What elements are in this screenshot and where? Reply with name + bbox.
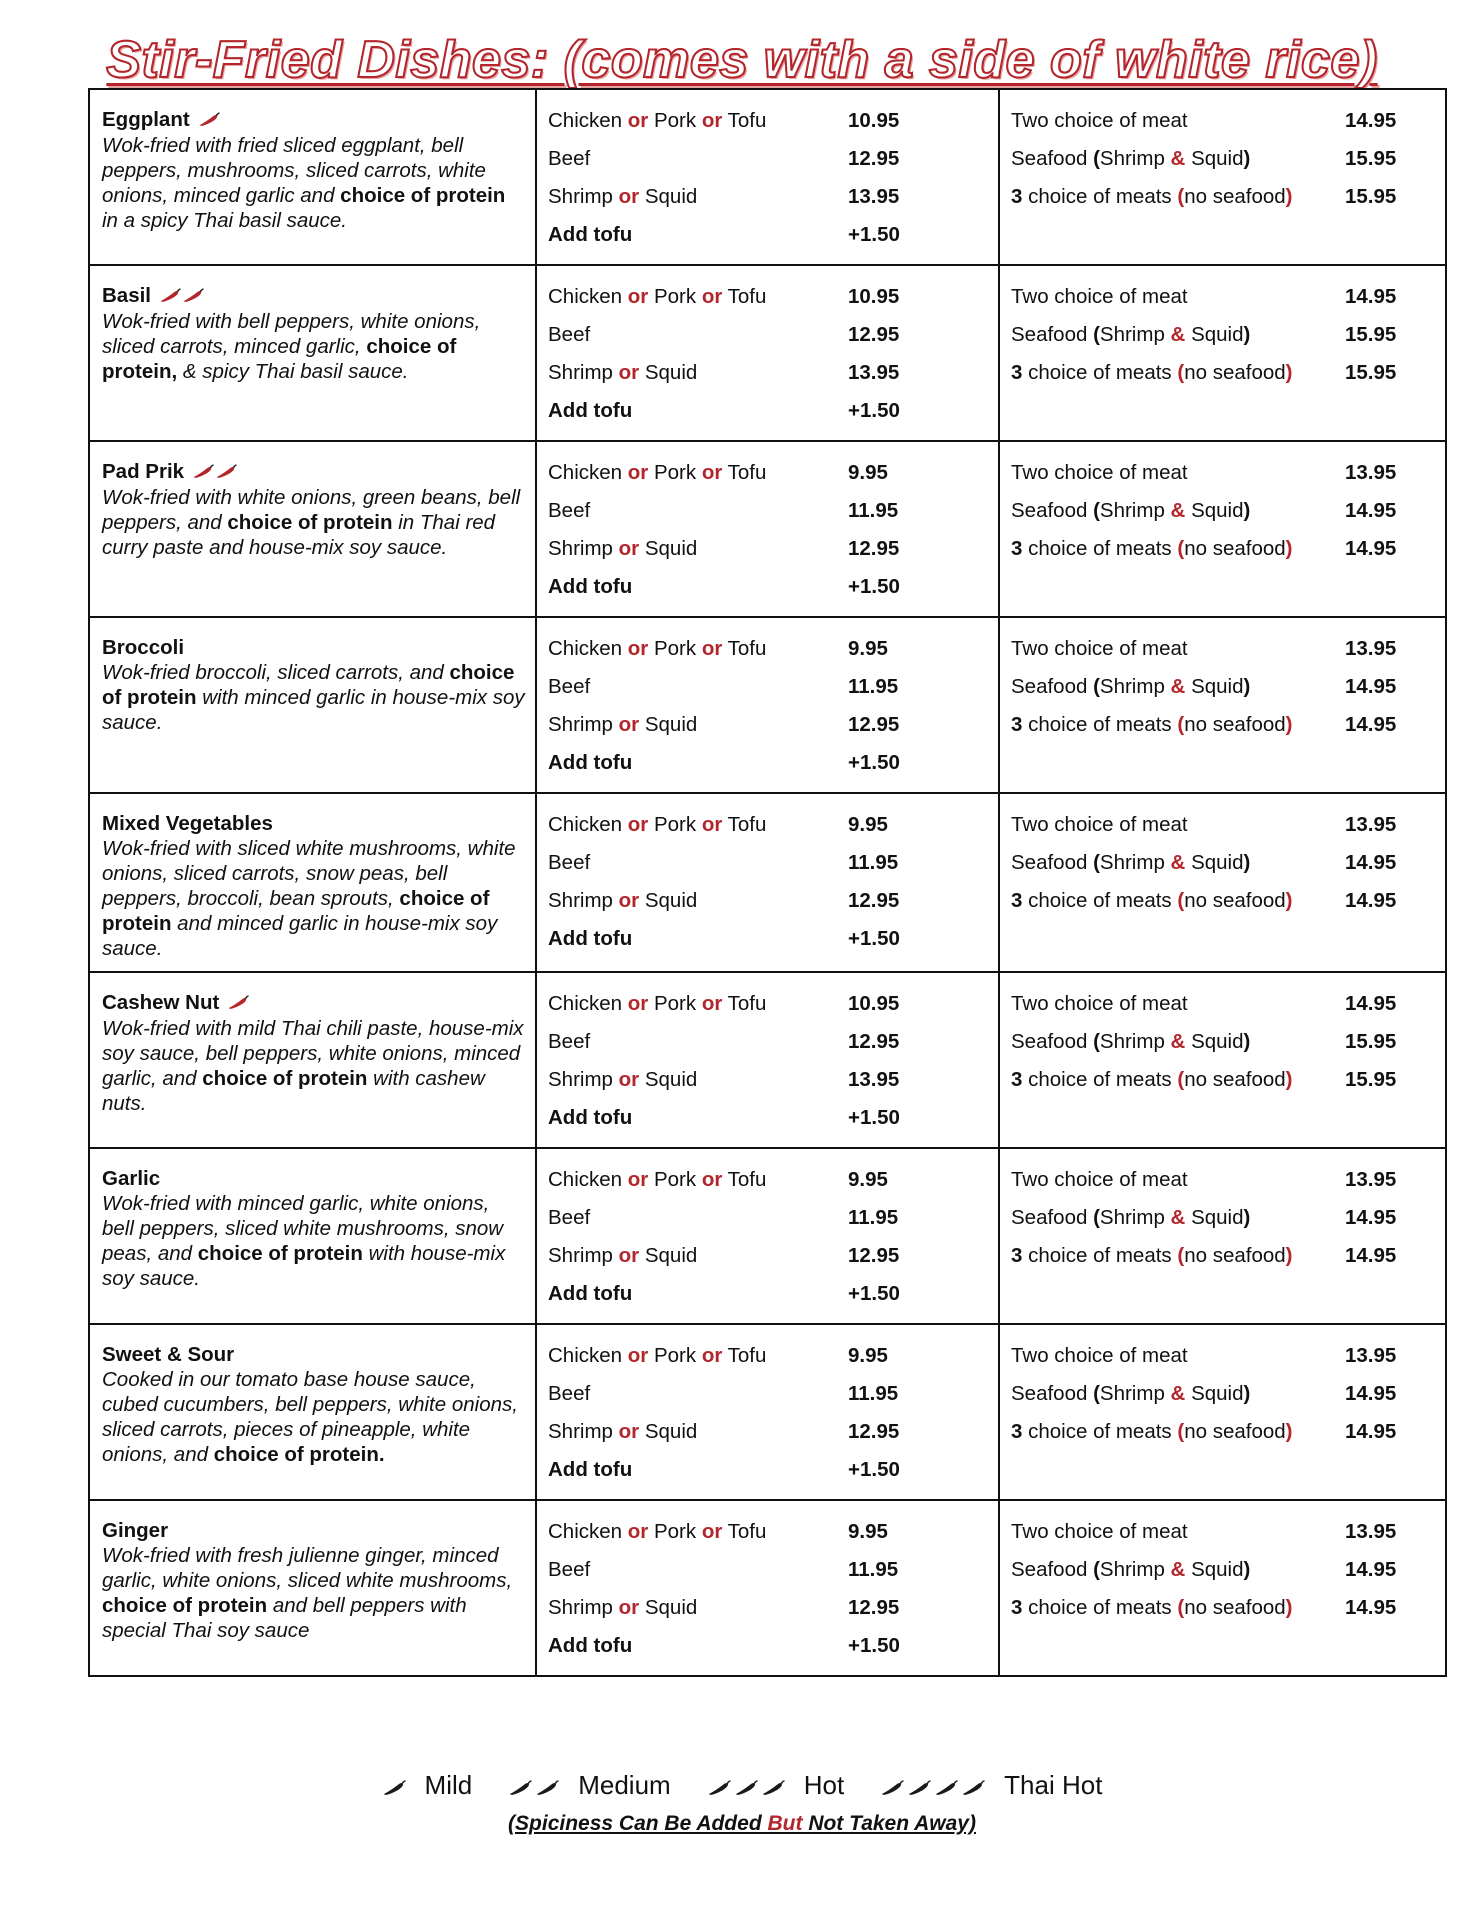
price-value: 13.95 (848, 185, 900, 208)
dish-description: Wok-fried with bell peppers, white onions, sliced carrots, minced garlic, choice of protein, & spicy Thai basil sauce. (102, 310, 481, 383)
price-row-beef: Beef 12.95 (548, 1023, 988, 1061)
price-row-seafood: Seafood (Shrimp & Squid) 14.95 (1011, 844, 1435, 882)
menu-row (89, 972, 1446, 1148)
price-row-chicken-pork-tofu: Chicken or Pork or Tofu 9.95 (548, 806, 988, 844)
price-value: 11.95 (848, 1382, 899, 1405)
dish-cell (89, 265, 536, 441)
price-value: 13.95 (1345, 637, 1397, 660)
price-value: 14.95 (1345, 851, 1397, 874)
price-row-add-tofu: Add tofu +1.50 (548, 392, 988, 430)
chili-pepper-icon (535, 1780, 559, 1796)
dish-description: Wok-fried broccoli, sliced carrots, and choice of protein with minced garlic in house-mix soy sauce. (102, 661, 525, 734)
price-row-seafood: Seafood (Shrimp & Squid) 14.95 (1011, 1199, 1435, 1237)
legend-label: Hot (803, 1770, 845, 1800)
price-value: 10.95 (848, 109, 900, 132)
dish-description: Wok-fried with fresh julienne ginger, minced garlic, white onions, sliced white mushrooms, choice of protein and bell peppers with special Thai soy sauce (102, 1544, 513, 1642)
chili-pepper-icon (761, 1780, 785, 1796)
price-value: 13.95 (1345, 461, 1397, 484)
price-value: 14.95 (1345, 889, 1397, 912)
price-row-add-tofu: Add tofu +1.50 (548, 920, 988, 958)
price-value: 12.95 (848, 1244, 900, 1267)
menu-table (88, 88, 1447, 1677)
price-row-beef: Beef 11.95 (548, 844, 988, 882)
single-protein-prices (536, 1324, 999, 1500)
price-value: 11.95 (848, 1558, 899, 1581)
price-row-shrimp-squid: Shrimp or Squid 13.95 (548, 354, 988, 392)
chili-pepper-icon (907, 1780, 931, 1796)
price-row-add-tofu: Add tofu +1.50 (548, 744, 988, 782)
price-row-chicken-pork-tofu: Chicken or Pork or Tofu 9.95 (548, 1513, 988, 1551)
dish-name: Ginger (102, 1519, 169, 1542)
price-value: 14.95 (1345, 1244, 1397, 1267)
menu-row (89, 1148, 1446, 1324)
price-value: 9.95 (848, 461, 888, 484)
dish-name: Eggplant (102, 108, 190, 131)
price-row-three-meats: 3 choice of meats (no seafood) 14.95 (1011, 1589, 1435, 1627)
price-row-two-meats: Two choice of meat 14.95 (1011, 102, 1435, 140)
price-row-three-meats: 3 choice of meats (no seafood) 14.95 (1011, 706, 1435, 744)
price-value: 13.95 (848, 1068, 900, 1091)
chili-pepper-icon (382, 1780, 406, 1796)
price-value: 14.95 (1345, 1206, 1397, 1229)
single-protein-prices (536, 972, 999, 1148)
price-value: 12.95 (848, 1596, 900, 1619)
chili-pepper-icon (961, 1780, 985, 1796)
dish-description: Cooked in our tomato base house sauce, cubed cucumbers, bell peppers, white onions, sliced carrots, pieces of pineapple, white onions, and choice of protein. (102, 1368, 518, 1466)
price-row-add-tofu: Add tofu +1.50 (548, 1627, 988, 1665)
price-value: +1.50 (848, 399, 900, 422)
price-value: 11.95 (848, 851, 899, 874)
legend-item (508, 1770, 670, 1801)
combo-prices (999, 441, 1446, 617)
price-row-two-meats: Two choice of meat 13.95 (1011, 806, 1435, 844)
price-row-two-meats: Two choice of meat 13.95 (1011, 630, 1435, 668)
chili-pepper-icon (707, 1780, 731, 1796)
price-value: 9.95 (848, 1344, 888, 1367)
chili-pepper-icon (215, 464, 237, 479)
price-value: 9.95 (848, 1168, 888, 1191)
price-value: 9.95 (848, 813, 888, 836)
price-value: 13.95 (1345, 1520, 1397, 1543)
price-row-shrimp-squid: Shrimp or Squid 12.95 (548, 1589, 988, 1627)
chili-pepper-icon (880, 1780, 904, 1796)
price-row-chicken-pork-tofu: Chicken or Pork or Tofu 9.95 (548, 1161, 988, 1199)
price-row-seafood: Seafood (Shrimp & Squid) 15.95 (1011, 140, 1435, 178)
price-row-shrimp-squid: Shrimp or Squid 13.95 (548, 178, 988, 216)
price-row-beef: Beef 11.95 (548, 1375, 988, 1413)
price-row-seafood: Seafood (Shrimp & Squid) 14.95 (1011, 1375, 1435, 1413)
price-row-add-tofu: Add tofu +1.50 (548, 1451, 988, 1489)
price-row-beef: Beef 12.95 (548, 316, 988, 354)
legend-item (880, 1770, 1102, 1801)
price-value: +1.50 (848, 1458, 900, 1481)
combo-prices (999, 1148, 1446, 1324)
price-value: 14.95 (1345, 1382, 1397, 1405)
price-value: 11.95 (848, 1206, 899, 1229)
single-protein-prices (536, 265, 999, 441)
combo-prices (999, 617, 1446, 793)
chili-pepper-icon (734, 1780, 758, 1796)
chili-pepper-icon (934, 1780, 958, 1796)
single-protein-prices (536, 89, 999, 265)
price-value: 12.95 (848, 1030, 900, 1053)
dish-cell (89, 793, 536, 972)
price-row-add-tofu: Add tofu +1.50 (548, 1275, 988, 1313)
price-value: 9.95 (848, 637, 888, 660)
price-row-add-tofu: Add tofu +1.50 (548, 1099, 988, 1137)
price-row-seafood: Seafood (Shrimp & Squid) 14.95 (1011, 668, 1435, 706)
combo-prices (999, 1500, 1446, 1676)
price-row-two-meats: Two choice of meat 14.95 (1011, 278, 1435, 316)
spice-legend (0, 1770, 1484, 1801)
price-row-chicken-pork-tofu: Chicken or Pork or Tofu 10.95 (548, 985, 988, 1023)
price-row-three-meats: 3 choice of meats (no seafood) 15.95 (1011, 1061, 1435, 1099)
price-value: 14.95 (1345, 1420, 1397, 1443)
dish-name: Sweet & Sour (102, 1343, 235, 1366)
dish-description: Wok-fried with fried sliced eggplant, bell peppers, mushrooms, sliced carrots, white onions, minced garlic and choice of protein in a spicy Thai basil sauce. (102, 134, 506, 232)
chili-pepper-icon (182, 288, 204, 303)
legend-item (382, 1770, 473, 1801)
price-row-seafood: Seafood (Shrimp & Squid) 14.95 (1011, 492, 1435, 530)
price-row-seafood: Seafood (Shrimp & Squid) 15.95 (1011, 1023, 1435, 1061)
price-row-chicken-pork-tofu: Chicken or Pork or Tofu 10.95 (548, 102, 988, 140)
price-row-beef: Beef 11.95 (548, 492, 988, 530)
price-value: 15.95 (1345, 1030, 1397, 1053)
price-value: 14.95 (1345, 109, 1397, 132)
dish-cell (89, 1500, 536, 1676)
price-value: 14.95 (1345, 499, 1397, 522)
combo-prices (999, 972, 1446, 1148)
price-row-three-meats: 3 choice of meats (no seafood) 15.95 (1011, 354, 1435, 392)
chili-pepper-icon (198, 112, 220, 127)
single-protein-prices (536, 793, 999, 972)
dish-description: Wok-fried with minced garlic, white onions, bell peppers, sliced white mushrooms, snow peas, and choice of protein with house-mix soy sauce. (102, 1192, 506, 1290)
price-row-two-meats: Two choice of meat 13.95 (1011, 454, 1435, 492)
price-row-beef: Beef 12.95 (548, 140, 988, 178)
price-row-shrimp-squid: Shrimp or Squid 13.95 (548, 1061, 988, 1099)
dish-cell (89, 972, 536, 1148)
price-row-add-tofu: Add tofu +1.50 (548, 216, 988, 254)
dish-name: Broccoli (102, 636, 185, 659)
dish-description: Wok-fried with sliced white mushrooms, white onions, sliced carrots, snow peas, bell peppers, broccoli, bean sprouts, choice of protein and minced garlic in house-mix soy sauce. (102, 837, 516, 960)
menu-row (89, 1324, 1446, 1500)
dish-cell (89, 89, 536, 265)
price-row-add-tofu: Add tofu +1.50 (548, 568, 988, 606)
price-row-beef: Beef 11.95 (548, 668, 988, 706)
price-value: +1.50 (848, 1282, 900, 1305)
price-value: 14.95 (1345, 675, 1397, 698)
menu-row (89, 1500, 1446, 1676)
price-value: 14.95 (1345, 285, 1397, 308)
menu-row (89, 793, 1446, 972)
spice-level (227, 991, 250, 1016)
price-value: 14.95 (1345, 537, 1397, 560)
price-row-beef: Beef 11.95 (548, 1551, 988, 1589)
price-row-three-meats: 3 choice of meats (no seafood) 14.95 (1011, 530, 1435, 568)
chili-pepper-icon (192, 464, 214, 479)
dish-description: Wok-fried with white onions, green beans, bell peppers, and choice of protein in Thai red curry paste and house-mix soy sauce. (102, 486, 521, 559)
price-value: 12.95 (848, 537, 900, 560)
price-value: +1.50 (848, 575, 900, 598)
price-row-shrimp-squid: Shrimp or Squid 12.95 (548, 882, 988, 920)
price-row-three-meats: 3 choice of meats (no seafood) 14.95 (1011, 882, 1435, 920)
price-value: 15.95 (1345, 147, 1397, 170)
dish-name: Basil (102, 284, 151, 307)
chili-pepper-icon (227, 995, 249, 1010)
combo-prices (999, 1324, 1446, 1500)
legend-item (707, 1770, 844, 1801)
price-value: 15.95 (1345, 361, 1397, 384)
price-value: 13.95 (1345, 1168, 1397, 1191)
price-value: 10.95 (848, 285, 900, 308)
price-row-chicken-pork-tofu: Chicken or Pork or Tofu 9.95 (548, 1337, 988, 1375)
spice-level (192, 460, 238, 485)
price-value: 12.95 (848, 713, 900, 736)
dish-cell (89, 1324, 536, 1500)
dish-name: Garlic (102, 1167, 161, 1190)
price-value: 12.95 (848, 147, 900, 170)
price-value: 15.95 (1345, 185, 1397, 208)
price-value: 12.95 (848, 889, 900, 912)
price-value: +1.50 (848, 927, 900, 950)
menu-row (89, 265, 1446, 441)
price-value: 12.95 (848, 1420, 900, 1443)
price-value: 15.95 (1345, 1068, 1397, 1091)
price-value: 14.95 (1345, 713, 1397, 736)
price-row-two-meats: Two choice of meat 13.95 (1011, 1337, 1435, 1375)
chili-pepper-icon (508, 1780, 532, 1796)
price-value: +1.50 (848, 1106, 900, 1129)
dish-name: Mixed Vegetables (102, 812, 273, 835)
price-row-chicken-pork-tofu: Chicken or Pork or Tofu 10.95 (548, 278, 988, 316)
price-row-seafood: Seafood (Shrimp & Squid) 14.95 (1011, 1551, 1435, 1589)
dish-description: Wok-fried with mild Thai chili paste, house-mix soy sauce, bell peppers, white onions, minced garlic, and choice of protein with cashew nuts. (102, 1017, 524, 1115)
dish-cell (89, 1148, 536, 1324)
price-row-seafood: Seafood (Shrimp & Squid) 15.95 (1011, 316, 1435, 354)
dish-name: Cashew Nut (102, 991, 220, 1014)
price-value: 12.95 (848, 323, 900, 346)
spice-note: (Spiciness Can Be Added But Not Taken Away) (508, 1812, 976, 1835)
dish-cell (89, 441, 536, 617)
price-row-shrimp-squid: Shrimp or Squid 12.95 (548, 530, 988, 568)
legend-label: Medium (578, 1770, 671, 1800)
price-row-shrimp-squid: Shrimp or Squid 12.95 (548, 1413, 988, 1451)
chili-pepper-icon (159, 288, 181, 303)
spice-level (159, 284, 205, 309)
combo-prices (999, 265, 1446, 441)
price-row-chicken-pork-tofu: Chicken or Pork or Tofu 9.95 (548, 630, 988, 668)
combo-prices (999, 793, 1446, 972)
dish-name: Pad Prik (102, 460, 185, 483)
price-value: 14.95 (1345, 1596, 1397, 1619)
price-row-two-meats: Two choice of meat 14.95 (1011, 985, 1435, 1023)
menu-row (89, 617, 1446, 793)
combo-prices (999, 89, 1446, 265)
price-row-two-meats: Two choice of meat 13.95 (1011, 1161, 1435, 1199)
price-value: 11.95 (848, 499, 899, 522)
price-value: +1.50 (848, 223, 900, 246)
price-value: +1.50 (848, 751, 900, 774)
price-value: 9.95 (848, 1520, 888, 1543)
legend-label: Mild (424, 1770, 473, 1800)
price-value: 13.95 (1345, 813, 1397, 836)
menu-row (89, 89, 1446, 265)
single-protein-prices (536, 1500, 999, 1676)
price-value: 14.95 (1345, 992, 1397, 1015)
price-value: 15.95 (1345, 323, 1397, 346)
dish-cell (89, 617, 536, 793)
price-value: +1.50 (848, 1634, 900, 1657)
menu-row (89, 441, 1446, 617)
legend-label: Thai Hot (1004, 1770, 1103, 1800)
price-row-chicken-pork-tofu: Chicken or Pork or Tofu 9.95 (548, 454, 988, 492)
price-value: 13.95 (1345, 1344, 1397, 1367)
price-row-beef: Beef 11.95 (548, 1199, 988, 1237)
price-row-shrimp-squid: Shrimp or Squid 12.95 (548, 1237, 988, 1275)
price-value: 11.95 (848, 675, 899, 698)
page-title: Stir-Fried Dishes: (comes with a side of white rice) (106, 31, 1378, 89)
single-protein-prices (536, 617, 999, 793)
price-row-three-meats: 3 choice of meats (no seafood) 15.95 (1011, 178, 1435, 216)
price-value: 14.95 (1345, 1558, 1397, 1581)
single-protein-prices (536, 441, 999, 617)
single-protein-prices (536, 1148, 999, 1324)
spice-level (198, 108, 221, 133)
price-row-three-meats: 3 choice of meats (no seafood) 14.95 (1011, 1413, 1435, 1451)
price-value: 10.95 (848, 992, 900, 1015)
price-row-two-meats: Two choice of meat 13.95 (1011, 1513, 1435, 1551)
price-value: 13.95 (848, 361, 900, 384)
price-row-shrimp-squid: Shrimp or Squid 12.95 (548, 706, 988, 744)
price-row-three-meats: 3 choice of meats (no seafood) 14.95 (1011, 1237, 1435, 1275)
